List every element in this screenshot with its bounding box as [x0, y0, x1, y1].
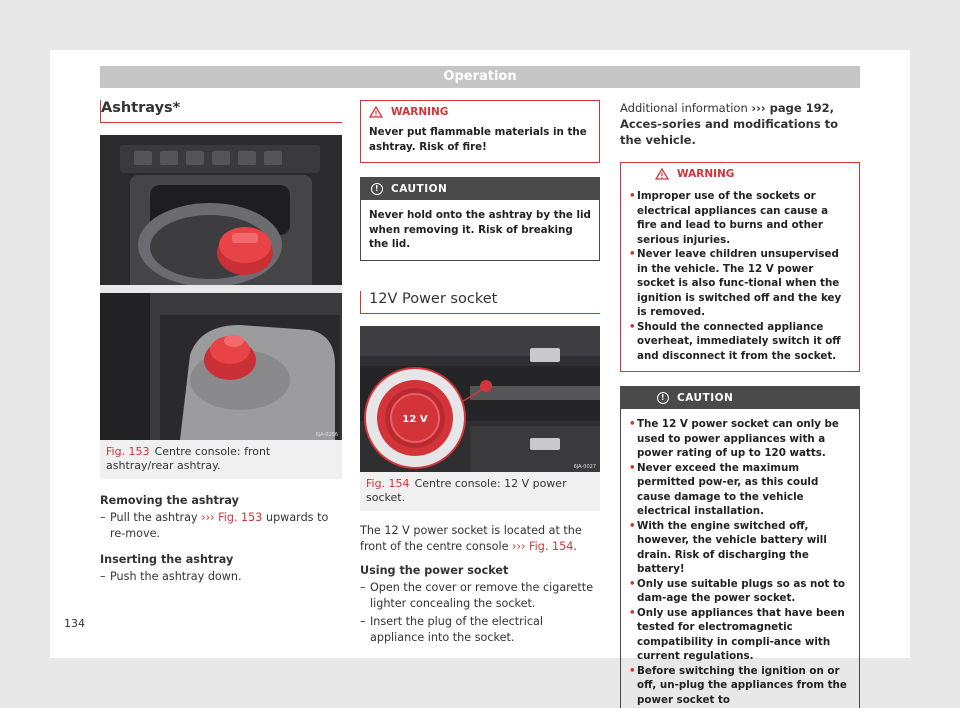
warning-list — [621, 185, 859, 371]
warning-item: • Should the connected appliance overheat, immediately switch it off and disconnect it from the socket. — [629, 320, 841, 362]
additional-info: Additional information ››› page 192, Acces-sories and modifications to the vehicle. — [620, 101, 839, 147]
removing-heading: Removing the ashtray — [100, 494, 239, 507]
warning-header: WARNING — [621, 163, 859, 185]
socket-instructions — [360, 523, 600, 646]
figure-code: 6JA-0256 — [315, 432, 338, 438]
ashtray-instructions — [100, 493, 342, 585]
caution-item: • Only use appliances that have been tested for electromagnetic compatibility in compli-ance with current regulations. — [629, 606, 845, 662]
warning-text: Never put flammable materials in the ashtray. Risk of fire! — [369, 126, 587, 153]
figure-153-caption — [100, 440, 342, 479]
using-step-2: – Insert the plug of the electrical appliance into the socket. — [360, 614, 544, 644]
figure-154-caption — [360, 472, 600, 511]
caution-header: ! CAUTION — [361, 178, 599, 200]
warning-box-socket — [620, 162, 860, 372]
manual-page — [50, 50, 910, 706]
figure-154-image — [360, 326, 600, 472]
warning-box-ashtray — [360, 100, 600, 163]
caution-text: Never hold onto the ashtray by the lid when removing it. Risk of breaking the lid. — [369, 209, 591, 250]
using-heading: Using the power socket — [360, 563, 509, 577]
caution-item: • With the engine switched off, however, the vehicle battery will drain. Risk of discharging the battery! — [629, 519, 827, 575]
page-number: 134 — [64, 617, 85, 630]
section-title-ashtrays: Ashtrays* — [101, 100, 342, 123]
warning-item: • Never leave children unsupervised in the vehicle. The 12 V power socket is also func-tional when the ignition is switched off and the key is removed. — [629, 248, 842, 318]
page-link[interactable]: ››› page 192, Acces-sories and modifications to the vehicle. — [620, 101, 839, 147]
figure-link[interactable]: ››› Fig. 154 — [512, 539, 574, 553]
socket-intro: The 12 V power socket is located at the front of the centre console ››› Fig. 154. — [360, 523, 582, 553]
caption-text: Centre console: 12 V power socket. — [366, 476, 567, 504]
power-socket-illustration — [360, 326, 600, 472]
inserting-step: – Push the ashtray down. — [100, 570, 242, 583]
figure-number: Fig. 154 — [366, 476, 410, 490]
caution-icon: ! — [657, 392, 669, 404]
caution-box-ashtray — [360, 177, 600, 261]
caution-icon: ! — [371, 183, 383, 195]
warning-item: • Improper use of the sockets or electrical appliances can cause a fire and lead to burns and other serious injuries. — [629, 190, 829, 246]
caution-item: • The 12 V power socket can only be used to power appliances with a power rating of up to 120 watts. — [629, 418, 839, 459]
figure-153-image — [100, 135, 342, 440]
warning-header: WARNING — [361, 101, 599, 123]
figure-link[interactable]: ››› Fig. 153 — [201, 511, 263, 524]
inserting-heading: Inserting the ashtray — [100, 553, 234, 566]
caution-item: • Before switching the ignition on or off, un-plug the appliances from the power socket to — [629, 664, 847, 706]
caution-list — [621, 409, 859, 708]
caution-item: • Never exceed the maximum permitted pow-er, as this could cause damage to the vehicle electrical installation. — [629, 461, 819, 517]
figure-number: Fig. 153 — [106, 445, 150, 458]
column-ashtrays — [100, 100, 342, 585]
column-safety — [620, 100, 860, 708]
caption-text: Centre console: front ashtray/rear ashtray. — [106, 445, 271, 472]
ashtray-illustration — [100, 135, 342, 440]
caution-item: • Only use suitable plugs so as not to dam-age the power socket. — [629, 577, 845, 604]
warning-triangle-icon — [655, 168, 669, 180]
removing-step: – Pull the ashtray ››› Fig. 153 upwards to re-move. — [100, 511, 329, 540]
warning-triangle-icon — [369, 106, 383, 118]
caution-header: ! CAUTION — [621, 387, 859, 409]
column-socket — [360, 100, 600, 646]
using-step-1: – Open the cover or remove the cigarette lighter concealing the socket. — [360, 580, 594, 610]
socket-badge: 12 V — [402, 413, 428, 425]
section-header: Operation — [100, 66, 860, 88]
caution-box-socket — [620, 386, 860, 708]
section-title-power-socket: 12V Power socket — [361, 291, 600, 314]
figure-code: 6JA-0027 — [573, 463, 596, 470]
